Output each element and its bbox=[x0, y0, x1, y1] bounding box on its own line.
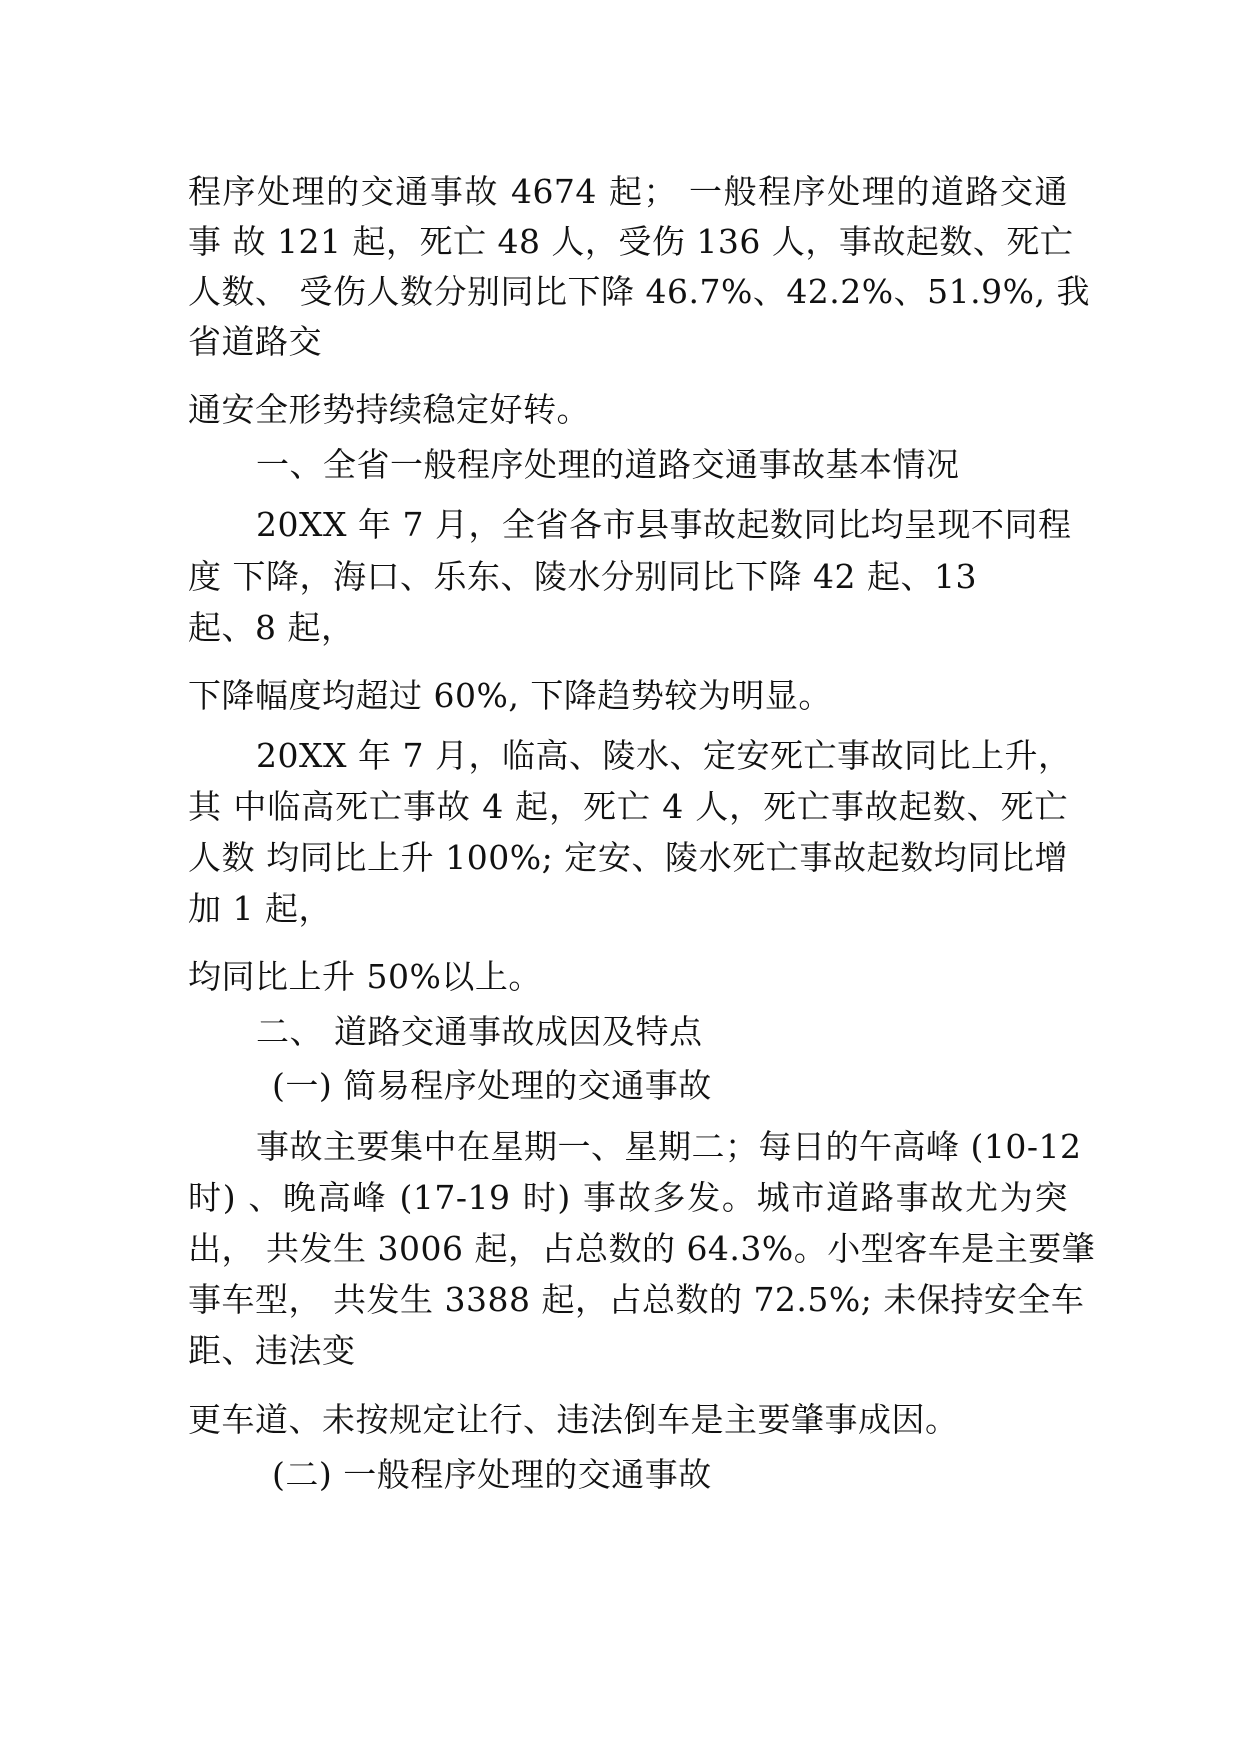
text-line: 出， 共发生 3006 起，占总数的 64.3%。小型客车是主要肇 bbox=[188, 1229, 1096, 1268]
text-line: 其 中临高死亡事故 4 起，死亡 4 人，死亡事故起数、死亡 bbox=[188, 787, 1068, 826]
subsection-heading: (二) 一般程序处理的交通事故 bbox=[272, 1455, 712, 1494]
text-line: 距、违法变 bbox=[188, 1331, 356, 1370]
section-heading: 二、 道路交通事故成因及特点 bbox=[256, 1012, 703, 1051]
text-line: 事车型， 共发生 3388 起，占总数的 72.5%; 未保持安全车 bbox=[188, 1280, 1085, 1319]
text-line: 20XX 年 7 月，临高、陵水、定安死亡事故同比上升， bbox=[256, 736, 1072, 775]
text-line: 20XX 年 7 月，全省各市县事故起数同比均呈现不同程 bbox=[256, 505, 1072, 544]
text-line: 事故主要集中在星期一、星期二；每日的午高峰 (10-12 bbox=[256, 1127, 1082, 1166]
section-heading: 一、全省一般程序处理的道路交通事故基本情况 bbox=[256, 445, 960, 484]
text-line: 度 下降，海口、乐东、陵水分别同比下降 42 起、13 bbox=[188, 557, 977, 596]
subsection-heading: (一) 简易程序处理的交通事故 bbox=[272, 1066, 712, 1105]
text-line: 下降幅度均超过 60%, 下降趋势较为明显。 bbox=[188, 676, 832, 715]
text-line: 均同比上升 50%以上。 bbox=[188, 957, 542, 996]
text-line: 人数 均同比上升 100%; 定安、陵水死亡事故起数均同比增 bbox=[188, 838, 1068, 877]
text-line: 程序处理的交通事故 4674 起； 一般程序处理的道路交通 bbox=[188, 172, 1068, 211]
text-line: 更车道、未按规定让行、违法倒车是主要肇事成因。 bbox=[188, 1400, 959, 1439]
text-line: 加 1 起， bbox=[188, 889, 332, 928]
text-line: 事 故 121 起，死亡 48 人，受伤 136 人，事故起数、死亡 bbox=[188, 222, 1074, 261]
text-line: 省道路交 bbox=[188, 322, 322, 361]
text-line: 人数、 受伤人数分别同比下降 46.7%、42.2%、51.9%, 我 bbox=[188, 272, 1090, 311]
text-line: 时) 、晚高峰 (17-19 时) 事故多发。城市道路事故尤为突 bbox=[188, 1178, 1068, 1217]
text-line: 起、8 起， bbox=[188, 608, 355, 647]
text-line: 通安全形势持续稳定好转。 bbox=[188, 390, 590, 429]
